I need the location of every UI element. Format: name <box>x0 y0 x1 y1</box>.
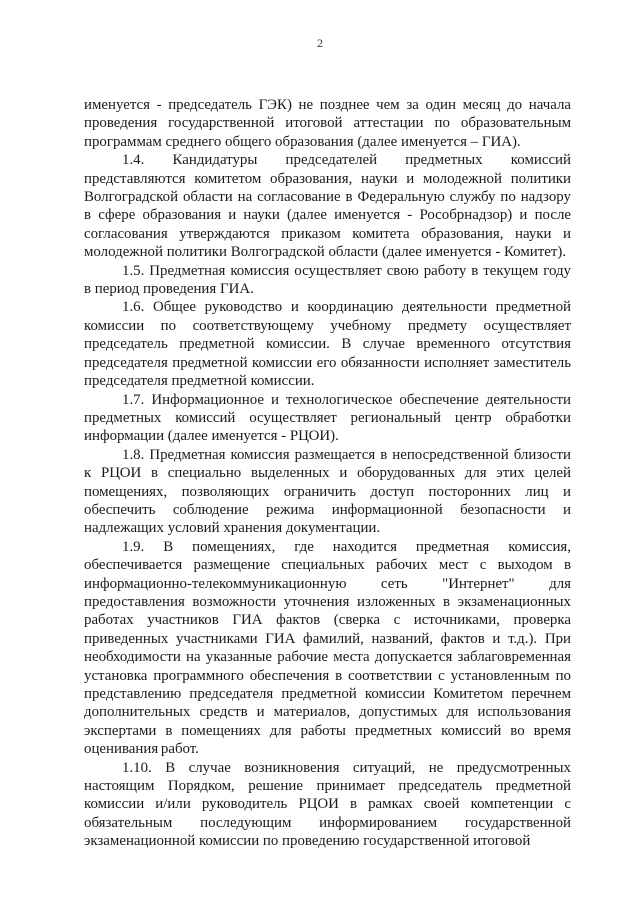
paragraph-1-7: 1.7. Информационное и технологическое обеспечение деятельности предметных комиссий осуществляет региональный центр обработки информации (далее именуется - РЦОИ). <box>84 391 571 445</box>
paragraph-continuation: именуется - председатель ГЭК) не позднее чем за один месяц до начала проведения государственной итоговой аттестации по образовательным программам среднего общего образования (далее именуется – ГИА). <box>84 97 571 150</box>
paragraph-1-10: 1.10. В случае возникновения ситуаций, не предусмотренных настоящим Порядком, решение принимает председатель предметной комиссии и/или руководитель РЦОИ в рамках своей компетенции с обязательным последующим информированием государственной экзаменационной комиссии по проведению государственной итоговой <box>84 759 571 850</box>
paragraph-1-9: 1.9. В помещениях, где находится предметная комиссия, обеспечивается размещение специальных рабочих мест с выходом в информационно-телекоммуникационную сеть "Интернет" для предоставления возможности уточнения изложенных в экзаменационных работах участников ГИА фактов (сверка с источниками, проверка приведенных участниками ГИА фамилий, названий, фактов и т.д.). При необходимости на указанные рабочие места допускается заблаговременная установка программного обеспечения в соответствии с установленным по представлению председателя предметной комиссии Комитетом перечнем дополнительных средств и материалов, допустимых для использования экспертами в помещениях для работы предметных комиссий во время оценивания работ. <box>84 538 571 758</box>
paragraph-1-8: 1.8. Предметная комиссия размещается в непосредственной близости к РЦОИ в специально выделенных и оборудованных для этих целей помещениях, позволяющих ограничить доступ посторонних лиц и обеспечить соблюдение режима информационной безопасности и надлежащих условий хранения документации. <box>84 446 571 537</box>
page-number: 2 <box>317 36 323 50</box>
document-body <box>84 96 571 851</box>
paragraph-1-4: 1.4. Кандидатуры председателей предметных комиссий представляются комитетом образования, науки и молодежной политики Волгоградской области на согласование в Федеральную службу по надзору в сфере образования и науки (далее именуется - Рособрнадзор) и после согласования утверждаются приказом комитета образования, науки и молодежной политики Волгоградской области (далее именуется - Комитет). <box>84 152 571 261</box>
paragraph-1-6: 1.6. Общее руководство и координацию деятельности предметной комиссии по соответствующему учебному предмету осуществляет председатель предметной комиссии. В случае временного отсутствия председателя предметной комиссии его обязанности исполняет заместитель председателя предметной комиссии. <box>84 299 571 390</box>
paragraph-1-5: 1.5. Предметная комиссия осуществляет свою работу в текущем году в период проведения ГИА. <box>84 262 571 298</box>
